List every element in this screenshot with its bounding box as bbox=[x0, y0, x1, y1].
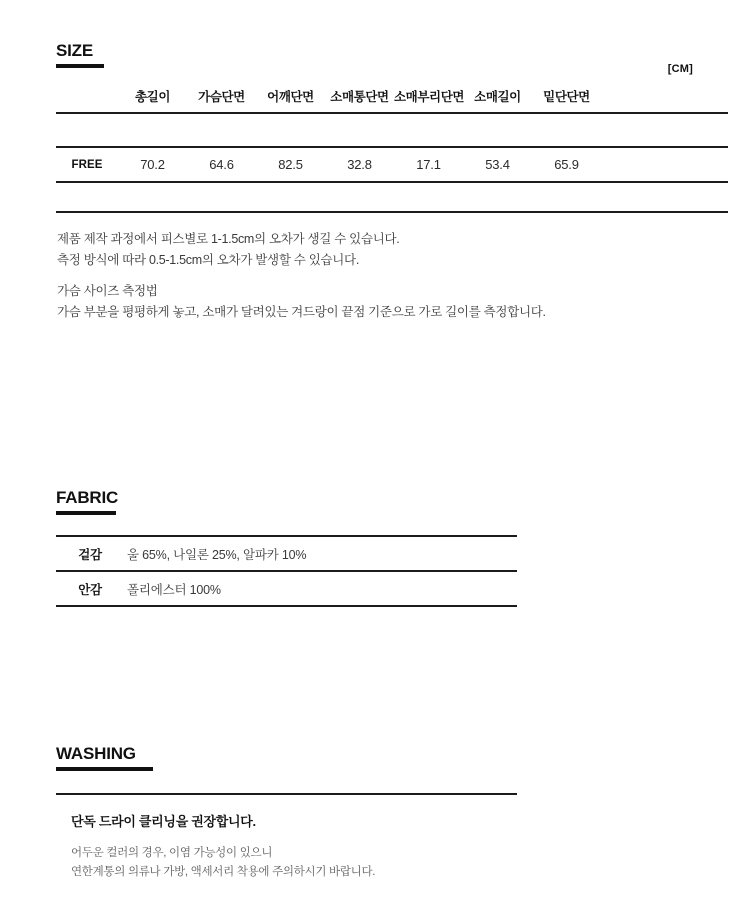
washing-heading-label: WASHING bbox=[56, 744, 136, 763]
size-table bbox=[56, 84, 693, 213]
size-col-header-2: 어깨단면 bbox=[267, 90, 314, 104]
table-row bbox=[56, 147, 728, 182]
fabric-heading-underline bbox=[56, 511, 116, 515]
washing-note-line: 어두운 컬러의 경우, 이염 가능성이 있으니 bbox=[71, 847, 273, 859]
fabric-table bbox=[56, 535, 517, 607]
size-cell-4: 17.1 bbox=[416, 157, 441, 172]
washing-title: 단독 드라이 클리닝을 권장합니다. bbox=[71, 814, 256, 829]
fabric-section-heading bbox=[56, 489, 118, 515]
size-tolerance-note bbox=[57, 229, 399, 271]
size-col-header-3: 소매통단면 bbox=[330, 90, 389, 104]
washing-body bbox=[71, 812, 511, 882]
size-cell-5: 53.4 bbox=[485, 157, 510, 172]
size-heading-underline bbox=[56, 64, 104, 68]
size-cell-0: 70.2 bbox=[140, 157, 165, 172]
chest-measure-title: 가슴 사이즈 측정법 bbox=[57, 284, 158, 298]
size-table-header-row bbox=[56, 84, 728, 113]
size-cell-pad bbox=[601, 147, 728, 182]
table-row bbox=[56, 571, 517, 606]
size-cell-2: 82.5 bbox=[278, 157, 303, 172]
unit-label: [CM] bbox=[667, 63, 693, 75]
size-cell-6: 65.9 bbox=[554, 157, 579, 172]
fabric-label-outer: 겉감 bbox=[78, 547, 102, 562]
size-col-header-5: 소매길이 bbox=[474, 90, 521, 104]
size-cell-1: 64.6 bbox=[209, 157, 234, 172]
size-row-name: FREE bbox=[71, 158, 103, 171]
size-cell-3: 32.8 bbox=[347, 157, 372, 172]
size-heading-label: SIZE bbox=[56, 41, 93, 60]
chest-measure-note bbox=[57, 281, 546, 323]
fabric-label-lining: 안감 bbox=[78, 582, 102, 597]
table-row bbox=[56, 536, 517, 571]
size-note-line: 제품 제작 과정에서 피스별로 1-1.5cm의 오차가 생길 수 있습니다. bbox=[57, 232, 400, 246]
size-table-tail-row bbox=[56, 182, 728, 212]
size-table-spacer-row bbox=[56, 113, 728, 147]
chest-measure-desc: 가슴 부분을 평평하게 놓고, 소매가 달려있는 겨드랑이 끝점 기준으로 가로 길이를 측정합니다. bbox=[57, 305, 546, 319]
washing-divider bbox=[56, 793, 517, 795]
fabric-value-outer: 울 65%, 나일론 25%, 알파카 10% bbox=[127, 547, 307, 562]
size-section-heading bbox=[56, 42, 104, 68]
size-col-header-size bbox=[56, 84, 118, 113]
fabric-heading-label: FABRIC bbox=[56, 488, 119, 507]
fabric-value-lining: 폴리에스터 100% bbox=[127, 582, 221, 597]
size-col-header-6: 밑단단면 bbox=[543, 90, 590, 104]
washing-notes bbox=[71, 844, 511, 882]
washing-note-line: 연한계통의 의류나 가방, 액세서리 착용에 주의하시기 바랍니다. bbox=[71, 866, 376, 878]
size-col-header-4: 소매부리단면 bbox=[394, 90, 465, 104]
washing-section-heading bbox=[56, 745, 153, 771]
size-note-line: 측정 방식에 따라 0.5-1.5cm의 오차가 발생할 수 있습니다. bbox=[57, 253, 359, 267]
size-col-header-0: 총길이 bbox=[134, 90, 171, 104]
washing-heading-underline bbox=[56, 767, 153, 771]
size-col-header-1: 가슴단면 bbox=[198, 90, 245, 104]
size-col-header-pad bbox=[601, 84, 728, 113]
